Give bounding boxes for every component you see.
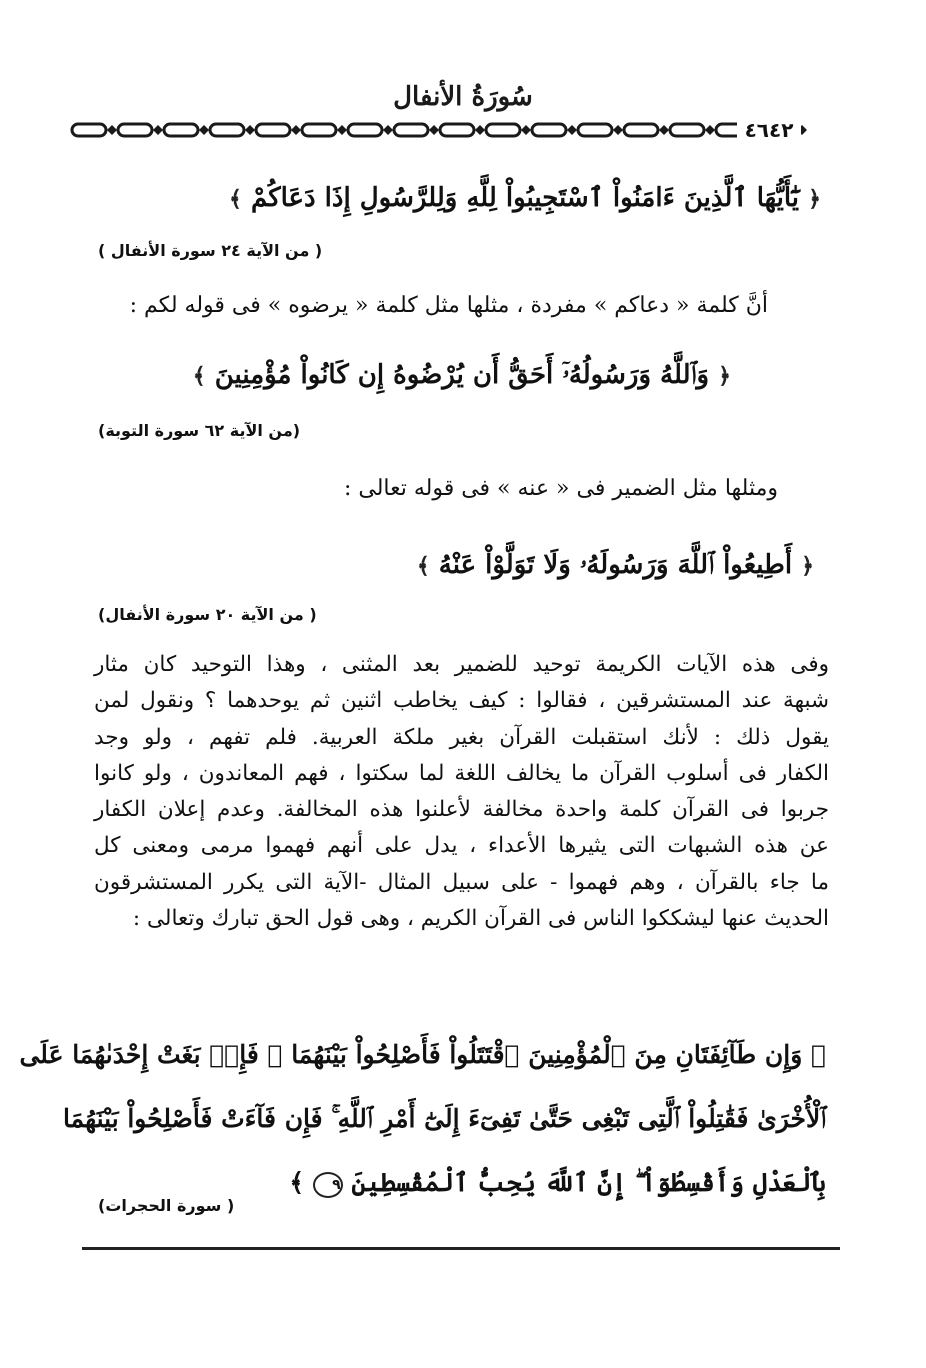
paragraph-2: ومثلها مثل الضمير فى « عنه » فى قوله تعالى : [343, 476, 778, 501]
chain-diamond [521, 125, 531, 135]
chain-link [486, 124, 520, 136]
chain-link [72, 124, 106, 136]
chain-link [670, 124, 704, 136]
verse-open-bracket: ﴿ [808, 186, 821, 212]
chain-link [532, 124, 566, 136]
body-line: وفى هذه الآيات الكريمة توحيد للضمير بعد المثنى ، وهذا التوحيد كان مثار [94, 652, 829, 677]
body-line: عن هذه الشبهات التى يثيرها الأعداء ، يدل على أنهم فهموا مرمى ومعنى كل [94, 833, 829, 859]
quran-verse-1 [229, 178, 821, 219]
surah-title: سُورَةُ الأنفال [393, 82, 533, 112]
quran-verse-3 [417, 545, 814, 586]
verse-3-reference: ( من الآية ٢٠ سورة الأنفال) [98, 605, 317, 624]
verse-2-text: وَٱللَّهُ وَرَسُولُهُۥٓ أَحَقُّ أَن يُرْضُوهُ إِن كَانُواْ مُؤْمِنِينَ [214, 360, 710, 390]
chain-link [164, 124, 198, 136]
chain-diamond [475, 125, 485, 135]
verse-3-text: أَطِيعُواْ ٱللَّهَ وَرَسُولَهُۥ وَلَا تَوَلَّوْاْ عَنْهُ [438, 550, 793, 580]
chain-diamond [153, 125, 163, 135]
verse-open-bracket: ﴿ [801, 553, 814, 579]
chain-link [440, 124, 474, 136]
body-line: جربوا فى القرآن كلمة واحدة مخالفة لأعلنوا هذه المخالفة. وعدم إعلان الكفار [94, 797, 829, 823]
verse-2-reference: (من الآية ٦٢ سورة التوبة) [98, 421, 301, 440]
chain-ornament [68, 119, 838, 141]
verse-open-bracket: ﴿ [718, 363, 731, 389]
verse-4-reference: ( سورة الحجرات) [98, 1196, 235, 1215]
quran-verse-2 [193, 355, 731, 396]
chain-diamond [429, 125, 439, 135]
chain-diamond [705, 125, 715, 135]
footer-rule [82, 1247, 840, 1250]
verse-4-line: بِٱلْعَدْلِ وَأَقْسِطُوٓاْ ۖ إِنَّ ٱللَّهَ يُحِبُّ ٱلْمُقْسِطِينَ [351, 1168, 826, 1197]
verse-close-bracket: ﴾ [228, 186, 242, 212]
chain-diamond [107, 125, 117, 135]
verse-1-text: يَٰٓأَيُّهَا ٱلَّذِينَ ءَامَنُواْ ٱسْتَجِيبُواْ لِلَّهِ وَلِلرَّسُولِ إِذَا دَعَاكُمْ [250, 183, 800, 213]
verse-1-reference: ( من الآية ٢٤ سورة الأنفال ) [98, 241, 323, 260]
chain-diamond [567, 125, 577, 135]
body-line: الكفار فى أسلوب القرآن ما يخالف اللغة لما سكتوا ، فهم المعاندون ، ولو كانوا [94, 760, 829, 786]
chain-diamond [291, 125, 301, 135]
ayah-number-marker: ٩ [313, 1172, 343, 1198]
body-line: الحديث عنها ليشككوا الناس فى القرآن الكريم ، وهى قول الحق تبارك وتعالى : [132, 906, 829, 932]
chain-link [348, 124, 382, 136]
chain-link [210, 124, 244, 136]
verse-close-bracket: ﴾ [192, 363, 206, 389]
body-line: شبهة عند المستشرقين ، فقالوا : كيف يخاطب اثنين ثم يوحدهما ؟ ونقول لمن [94, 688, 829, 714]
chain-diamond [337, 125, 347, 135]
chain-link [118, 124, 152, 136]
chain-diamond [383, 125, 393, 135]
verse-close-bracket: ﴾ [416, 553, 430, 579]
body-line: ما جاء بالقرآن ، وهم فهموا - على سبيل المثال -الآية التى يكرر المستشرقون [94, 869, 829, 895]
chain-link [624, 124, 658, 136]
chain-link [578, 124, 612, 136]
body-line: يقول ذلك : لأنك استقبلت القرآن بغير ملكة العربية. فلم تفهم ، ولو وجد [94, 724, 829, 750]
chain-link [256, 124, 290, 136]
page-number: ٤٦٤٢ [737, 118, 801, 142]
chain-diamond [659, 125, 669, 135]
body-paragraph [94, 647, 829, 937]
verse-4-line: ٱلْأُخْرَىٰ فَقَٰتِلُواْ ٱلَّتِى تَبْغِى حَتَّىٰ تَفِىٓءَ إِلَىٰٓ أَمْرِ ٱللَّهِ ۚ فَإِن فَآءَتْ فَأَصْلِحُواْ بَيْنَهُمَا [63, 1104, 826, 1133]
chain-link [302, 124, 336, 136]
chain-diamond [199, 125, 209, 135]
chain-diamond [613, 125, 623, 135]
chain-link [394, 124, 428, 136]
quran-verse-4 [19, 1023, 826, 1215]
verse-4-line: ﴿ وَإِن طَآئِفَتَانِ مِنَ ٱلْمُؤْمِنِينَ ٱقْتَتَلُواْ فَأَصْلِحُواْ بَيْنَهُمَا ۖ فَإِنۢ بَغَتْ إِحْدَىٰهُمَا عَلَى [19, 1040, 826, 1069]
paragraph-1: أنَّ كلمة « دعاكم » مفردة ، مثلها مثل كلمة « يرضوه » فى قوله لكم : [129, 293, 768, 318]
chain-diamond [245, 125, 255, 135]
verse-close-bracket: ﴾ [289, 1168, 304, 1197]
header-chain-border [68, 119, 838, 141]
